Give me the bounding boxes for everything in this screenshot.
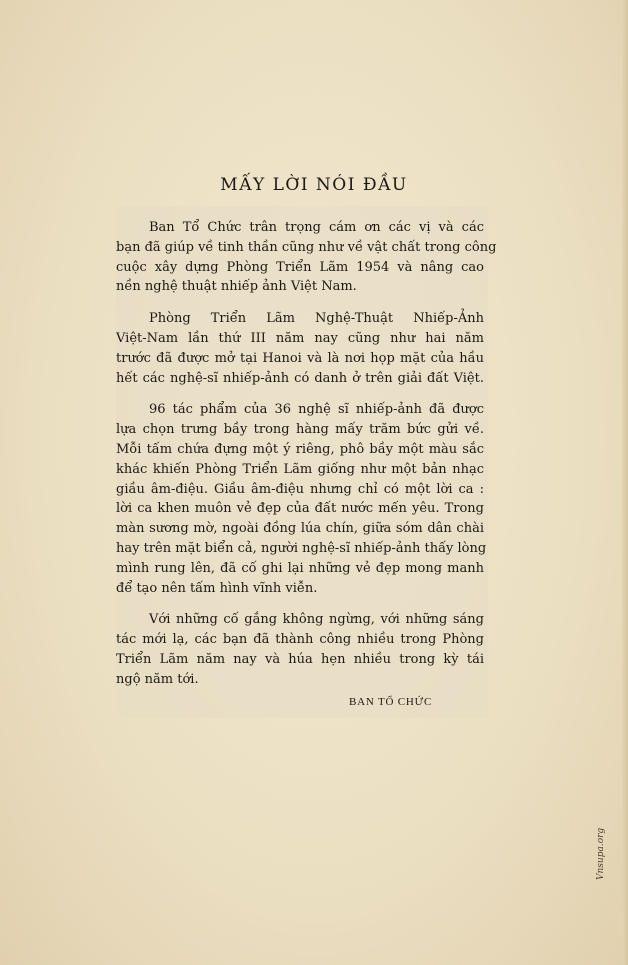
paragraph-line: để tạo nên tấm hình vĩnh viễn.: [116, 580, 318, 596]
watermark: Vnsupa.org: [596, 827, 606, 880]
paragraph-line: lựa chọn trưng bầy trong hàng mấy trăm bức gửi về.: [116, 422, 484, 438]
paragraph-line: Ban Tổ Chức trân trọng cám ơn các vị và các: [149, 220, 484, 235]
paragraph-4: [116, 610, 484, 689]
paragraph-line: Phòng Triển Lãm Nghệ-Thuật Nhiếp-Ảnh: [149, 311, 484, 327]
paragraph-line: Việt-Nam lần thứ III năm nay cũng như hai năm: [116, 330, 484, 346]
paragraph-line: Triển Lãm năm nay và húa hẹn nhiều trong kỳ tái: [116, 651, 484, 667]
paragraph-line: nền nghệ thuật nhiếp ảnh Việt Nam.: [116, 279, 357, 295]
paragraph-line: bạn đã giúp về tinh thần cũng như về vật chất trong công: [116, 239, 497, 255]
body-text: [116, 218, 497, 702]
paragraph-line: hết các nghệ-sĩ nhiếp-ảnh có danh ở trên giải đất Việt.: [116, 370, 484, 386]
paragraph-line: màn sương mờ, ngoài đồng lúa chín, giữa sóm dân chài: [116, 521, 484, 537]
paragraph-1: [116, 218, 497, 297]
paragraph-line: lời ca khen muôn vẻ đẹp của đất nước mến yêu. Trong: [116, 501, 484, 517]
paragraph-line: Mỗi tấm chứa đựng một ý riêng, phô bầy một màu sắc: [116, 441, 484, 457]
paragraph-line: khác khiến Phòng Triển Lãm giống như một bản nhạc: [116, 461, 484, 477]
paragraph-line: hay trên mặt biển cả, người nghệ-sĩ nhiếp-ảnh thấy lòng: [116, 540, 487, 556]
paragraph-line: mình rung lên, đã cố ghi lại những vẻ đẹp mong manh: [116, 560, 484, 576]
paragraph-line: Với những cố gắng không ngừng, với những sáng: [149, 612, 484, 628]
paragraph-line: ngộ năm tới.: [116, 671, 199, 687]
page-edge: [622, 0, 628, 965]
page-title: MẤY LỜI NÓI ĐẦU: [220, 175, 408, 195]
paragraph-line: tác mới lạ, các bạn đã thành công nhiều trong Phòng: [116, 632, 484, 648]
paragraph-3: [116, 400, 487, 598]
signature: BAN TỔ CHỨC: [349, 696, 433, 708]
paragraph-2: [116, 309, 484, 388]
paragraph-line: 96 tác phẩm của 36 nghệ sĩ nhiếp-ảnh đã được: [149, 402, 484, 418]
paragraph-line: cuộc xây dựng Phòng Triển Lãm 1954 và nâng cao: [116, 259, 484, 275]
paragraph-line: trước đã được mở tại Hanoi và là nơi họp mặt của hầu: [116, 350, 484, 366]
paragraph-line: giầu âm-điệu. Giầu âm-điệu nhưng chỉ có một lời ca :: [116, 481, 484, 497]
